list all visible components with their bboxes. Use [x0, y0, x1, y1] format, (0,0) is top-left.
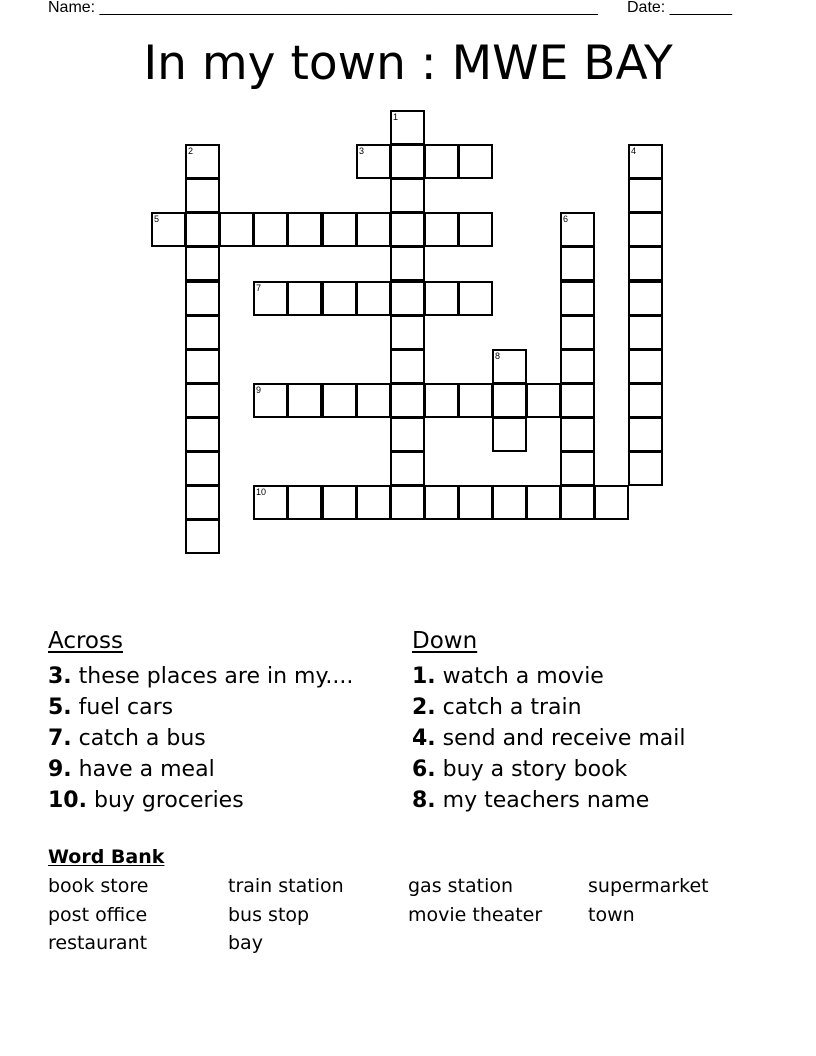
word-bank-item: post office	[48, 904, 148, 926]
word-bank-item: train station	[228, 875, 344, 897]
word-bank-item: town	[588, 904, 635, 926]
clue-number: 8.	[412, 788, 436, 813]
grid-cell	[560, 383, 595, 418]
grid-cell	[424, 383, 459, 418]
down-clue	[412, 663, 604, 691]
grid-cell	[390, 315, 425, 350]
grid-cell	[560, 281, 595, 316]
cell-number: 2	[188, 146, 194, 156]
grid-cell	[424, 212, 459, 247]
clue-number: 1.	[412, 664, 436, 689]
grid-cell	[560, 349, 595, 384]
grid-cell	[356, 383, 391, 418]
grid-cell	[185, 212, 220, 247]
grid-cell	[185, 519, 220, 554]
grid-cell	[185, 246, 220, 281]
grid-cell	[628, 212, 663, 247]
grid-cell	[492, 383, 527, 418]
word-bank-item: movie theater	[408, 904, 543, 926]
across-heading: Across	[48, 628, 123, 654]
grid-cell	[628, 144, 663, 179]
clue-number: 9.	[48, 757, 72, 782]
grid-cell	[356, 281, 391, 316]
grid-cell	[322, 485, 357, 520]
clue-text: my teachers name	[442, 788, 650, 813]
grid-cell	[253, 485, 288, 520]
grid-cell	[424, 281, 459, 316]
grid-cell	[560, 485, 595, 520]
down-clue	[412, 694, 582, 722]
grid-cell	[560, 212, 595, 247]
grid-cell	[322, 281, 357, 316]
grid-cell	[492, 349, 527, 384]
grid-cell	[390, 178, 425, 213]
clue-text: buy groceries	[93, 788, 244, 813]
grid-cell	[492, 417, 527, 452]
grid-cell	[390, 349, 425, 384]
clue-text: send and receive mail	[442, 726, 686, 751]
grid-cell	[628, 281, 663, 316]
cell-number: 7	[256, 283, 262, 293]
grid-cell	[390, 144, 425, 179]
grid-cell	[458, 144, 493, 179]
grid-cell	[322, 383, 357, 418]
clue-number: 4.	[412, 726, 436, 751]
name-line: Name: ________________________________________________________	[48, 0, 598, 16]
grid-cell	[390, 110, 425, 145]
cell-number: 9	[256, 385, 262, 395]
grid-cell	[185, 383, 220, 418]
grid-cell	[390, 417, 425, 452]
grid-cell	[560, 246, 595, 281]
down-clue	[412, 787, 649, 815]
clue-number: 5.	[48, 695, 72, 720]
grid-cell	[526, 485, 561, 520]
cell-number: 3	[359, 146, 365, 156]
down-clue	[412, 756, 627, 784]
grid-cell	[390, 383, 425, 418]
page-title: In my town : MWE BAY	[143, 36, 673, 91]
clue-text: watch a movie	[442, 664, 604, 689]
down-clue	[412, 725, 685, 753]
grid-cell	[185, 144, 220, 179]
clue-number: 7.	[48, 726, 72, 751]
clue-text: catch a train	[442, 695, 582, 720]
cell-number: 6	[563, 214, 569, 224]
word-bank-item: bay	[228, 932, 263, 954]
grid-cell	[458, 281, 493, 316]
grid-cell	[219, 212, 254, 247]
across-clue	[48, 725, 206, 753]
clue-number: 6.	[412, 757, 436, 782]
grid-cell	[628, 417, 663, 452]
across-clue	[48, 787, 244, 815]
grid-cell	[185, 485, 220, 520]
grid-cell	[356, 144, 391, 179]
down-heading: Down	[412, 628, 478, 654]
word-bank-item: restaurant	[48, 932, 148, 954]
across-clue	[48, 756, 215, 784]
grid-cell	[185, 451, 220, 486]
word-bank-heading: Word Bank	[48, 846, 165, 868]
clue-number: 3.	[48, 664, 72, 689]
grid-cell	[390, 212, 425, 247]
grid-cell	[287, 383, 322, 418]
grid-cell	[628, 349, 663, 384]
clue-text: catch a bus	[78, 726, 206, 751]
grid-cell	[390, 451, 425, 486]
grid-cell	[628, 246, 663, 281]
cell-number: 10	[256, 487, 267, 497]
grid-cell	[628, 315, 663, 350]
grid-cell	[185, 315, 220, 350]
across-clue	[48, 663, 353, 691]
word-bank-item: supermarket	[588, 875, 709, 897]
grid-cell	[322, 212, 357, 247]
grid-cell	[458, 383, 493, 418]
clue-text: fuel cars	[78, 695, 174, 720]
grid-cell	[628, 451, 663, 486]
cell-number: 8	[495, 351, 501, 361]
grid-cell	[560, 315, 595, 350]
grid-cell	[628, 383, 663, 418]
grid-cell	[356, 485, 391, 520]
grid-cell	[185, 417, 220, 452]
grid-cell	[424, 144, 459, 179]
grid-cell	[492, 485, 527, 520]
across-clue	[48, 694, 173, 722]
word-bank-item: book store	[48, 875, 149, 897]
grid-cell	[526, 383, 561, 418]
clue-text: these places are in my....	[78, 664, 354, 689]
grid-cell	[390, 246, 425, 281]
grid-cell	[287, 281, 322, 316]
word-bank-item: gas station	[408, 875, 514, 897]
grid-cell	[560, 417, 595, 452]
grid-cell	[390, 485, 425, 520]
grid-cell	[253, 383, 288, 418]
grid-cell	[151, 212, 186, 247]
clue-text: buy a story book	[442, 757, 628, 782]
grid-cell	[356, 212, 391, 247]
grid-cell	[458, 212, 493, 247]
clue-number: 10.	[48, 788, 87, 813]
clue-number: 2.	[412, 695, 436, 720]
grid-cell	[287, 485, 322, 520]
grid-cell	[390, 281, 425, 316]
grid-cell	[287, 212, 322, 247]
cell-number: 5	[154, 214, 160, 224]
grid-cell	[253, 281, 288, 316]
date-line: Date: _______	[627, 0, 732, 16]
grid-cell	[424, 485, 459, 520]
cell-number: 1	[393, 112, 399, 122]
grid-cell	[560, 451, 595, 486]
grid-cell	[185, 281, 220, 316]
grid-cell	[185, 178, 220, 213]
grid-cell	[185, 349, 220, 384]
grid-cell	[458, 485, 493, 520]
clue-text: have a meal	[78, 757, 215, 782]
grid-cell	[628, 178, 663, 213]
grid-cell	[594, 485, 629, 520]
grid-cell	[253, 212, 288, 247]
word-bank-item: bus stop	[228, 904, 310, 926]
cell-number: 4	[631, 146, 637, 156]
